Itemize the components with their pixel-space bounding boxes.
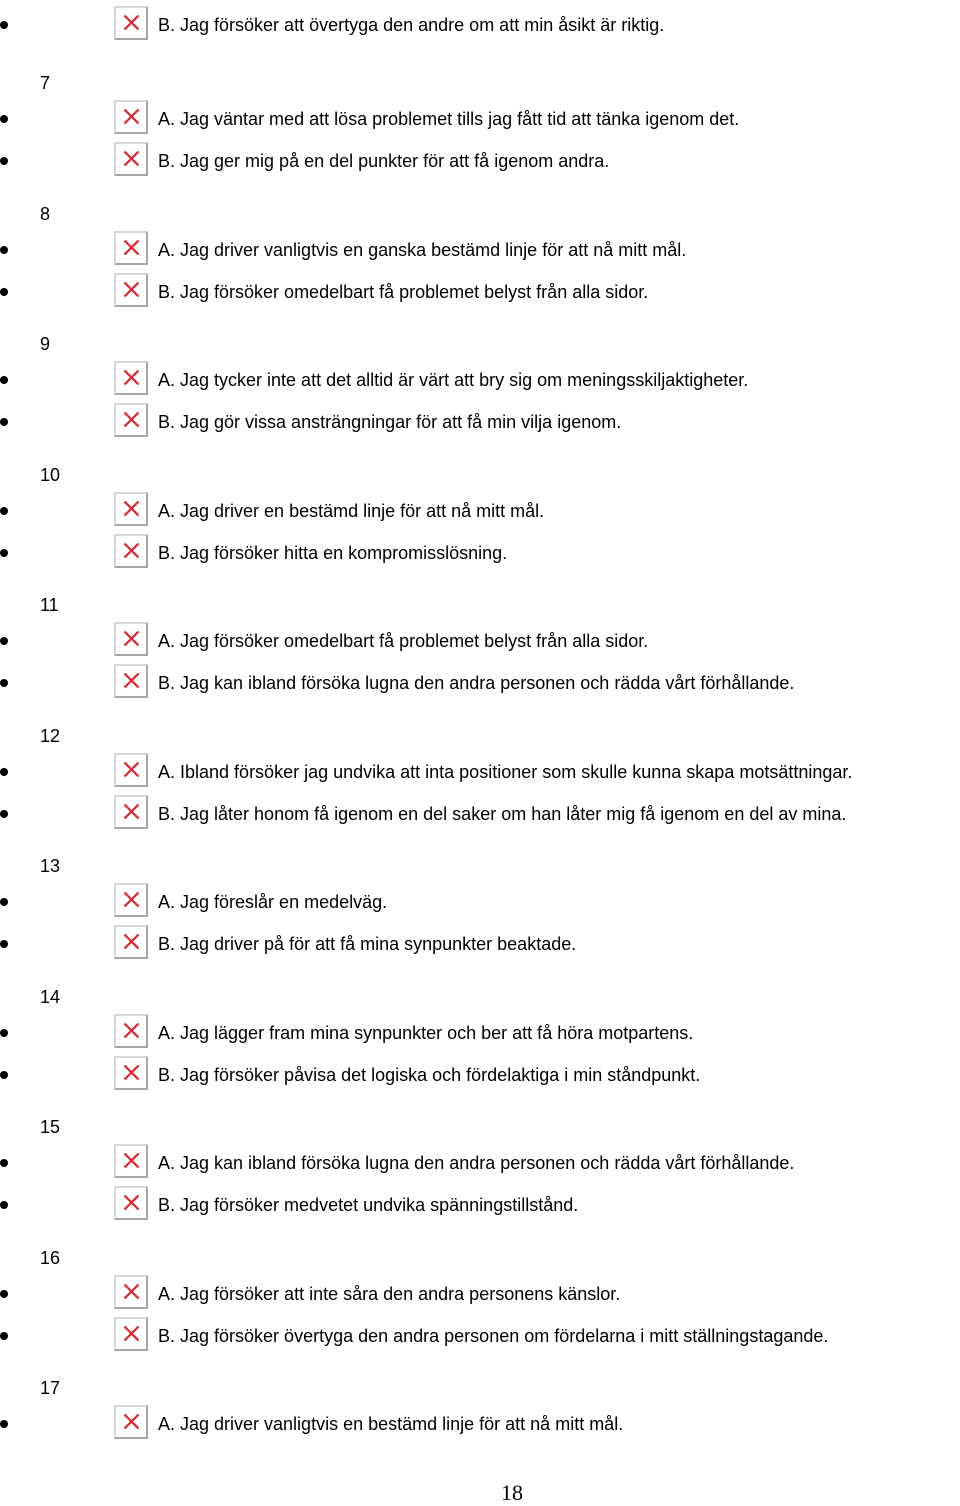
x-mark-icon [123, 672, 140, 689]
question-number: 17 [40, 1378, 61, 1398]
option-row-lead [0, 6, 960, 44]
bullet-dot-icon [0, 898, 8, 906]
option-text: B. Jag driver på för att få mina synpunkter beaktade. [158, 934, 577, 954]
bullet-dot-icon [0, 1332, 8, 1340]
question-number: 12 [40, 726, 61, 746]
bullet-dot-icon [0, 507, 8, 515]
option-text: B. Jag försöker påvisa det logiska och fördelaktiga i min ståndpunkt. [158, 1065, 701, 1085]
answer-checkbox[interactable] [114, 795, 148, 829]
answer-checkbox[interactable] [114, 100, 148, 134]
answer-checkbox[interactable] [114, 231, 148, 265]
option-row [0, 1405, 960, 1443]
option-row [0, 795, 960, 833]
x-mark-icon [123, 1325, 140, 1342]
bullet-dot-icon [0, 768, 8, 776]
answer-checkbox[interactable] [114, 361, 148, 395]
option-row [0, 534, 960, 572]
option-text: B. Jag försöker omedelbart få problemet belyst från alla sidor. [158, 282, 649, 302]
answer-checkbox[interactable] [114, 1144, 148, 1178]
answer-checkbox[interactable] [114, 492, 148, 526]
bullet-dot-icon [0, 810, 8, 818]
option-text: B. Jag låter honom få igenom en del saker om han låter mig få igenom en del av mina. [158, 804, 847, 824]
option-row [0, 1014, 960, 1052]
bullet-dot-icon [0, 376, 8, 384]
option-text: A. Jag försöker omedelbart få problemet belyst från alla sidor. [158, 631, 649, 651]
option-row [0, 142, 960, 180]
x-mark-icon [123, 1413, 140, 1430]
option-row [0, 100, 960, 138]
x-mark-icon [123, 761, 140, 778]
answer-checkbox[interactable] [114, 883, 148, 917]
option-text: A. Jag driver en bestämd linje för att nå mitt mål. [158, 501, 545, 521]
bullet-dot-icon [0, 637, 8, 645]
bullet-dot-icon [0, 1201, 8, 1209]
x-mark-icon [123, 411, 140, 428]
option-text: B. Jag försöker att övertyga den andre om att min åsikt är riktig. [158, 15, 665, 35]
bullet-dot-icon [0, 940, 8, 948]
option-text: A. Jag tycker inte att det alltid är värt att bry sig om meningsskiljaktigheter. [158, 370, 749, 390]
x-mark-icon [123, 1194, 140, 1211]
x-mark-icon [123, 150, 140, 167]
bullet-dot-icon [0, 157, 8, 165]
answer-checkbox[interactable] [114, 142, 148, 176]
option-text: A. Jag försöker att inte såra den andra personens känslor. [158, 1284, 621, 1304]
option-text: B. Jag kan ibland försöka lugna den andra personen och rädda vårt förhållande. [158, 673, 795, 693]
x-mark-icon [123, 108, 140, 125]
x-mark-icon [123, 1064, 140, 1081]
bullet-dot-icon [0, 21, 8, 29]
x-mark-icon [123, 1283, 140, 1300]
bullet-dot-icon [0, 288, 8, 296]
answer-checkbox[interactable] [114, 1405, 148, 1439]
option-row [0, 1056, 960, 1094]
option-row [0, 403, 960, 441]
x-mark-icon [123, 1022, 140, 1039]
x-mark-icon [123, 542, 140, 559]
x-mark-icon [123, 369, 140, 386]
bullet-dot-icon [0, 246, 8, 254]
option-row [0, 1317, 960, 1355]
bullet-dot-icon [0, 1290, 8, 1298]
answer-checkbox[interactable] [114, 273, 148, 307]
option-row [0, 622, 960, 660]
answer-checkbox[interactable] [114, 1056, 148, 1090]
option-text: B. Jag gör vissa ansträngningar för att få min vilja igenom. [158, 412, 622, 432]
option-text: A. Jag väntar med att lösa problemet tills jag fått tid att tänka igenom det. [158, 109, 740, 129]
option-row [0, 753, 960, 791]
answer-checkbox[interactable] [114, 925, 148, 959]
question-number: 11 [40, 595, 59, 615]
option-row [0, 231, 960, 269]
option-row [0, 1144, 960, 1182]
question-number: 10 [40, 465, 61, 485]
question-number: 16 [40, 1248, 61, 1268]
bullet-dot-icon [0, 1420, 8, 1428]
bullet-dot-icon [0, 1159, 8, 1167]
bullet-dot-icon [0, 679, 8, 687]
option-text: A. Jag kan ibland försöka lugna den andra personen och rädda vårt förhållande. [158, 1153, 795, 1173]
x-mark-icon [123, 14, 140, 31]
option-text: B. Jag ger mig på en del punkter för att få igenom andra. [158, 151, 610, 171]
x-mark-icon [123, 500, 140, 517]
x-mark-icon [123, 630, 140, 647]
answer-checkbox[interactable] [114, 1014, 148, 1048]
x-mark-icon [123, 933, 140, 950]
answer-checkbox[interactable] [114, 1317, 148, 1351]
answer-checkbox[interactable] [114, 1186, 148, 1220]
answer-checkbox[interactable] [114, 753, 148, 787]
option-row [0, 925, 960, 963]
option-text: A. Jag lägger fram mina synpunkter och ber att få höra motpartens. [158, 1023, 694, 1043]
answer-checkbox[interactable] [114, 622, 148, 656]
option-row [0, 273, 960, 311]
option-text: B. Jag försöker övertyga den andra personen om fördelarna i mitt ställningstagande. [158, 1326, 829, 1346]
option-row [0, 664, 960, 702]
answer-checkbox[interactable] [114, 403, 148, 437]
option-text: A. Jag driver vanligtvis en bestämd linje för att nå mitt mål. [158, 1414, 624, 1434]
option-text: A. Jag föreslår en medelväg. [158, 892, 388, 912]
question-number: 14 [40, 987, 61, 1007]
answer-checkbox[interactable] [114, 534, 148, 568]
bullet-dot-icon [0, 418, 8, 426]
question-number: 7 [40, 73, 51, 93]
question-number: 15 [40, 1117, 61, 1137]
bullet-dot-icon [0, 115, 8, 123]
option-text: B. Jag försöker medvetet undvika spänningstillstånd. [158, 1195, 579, 1215]
answer-checkbox[interactable] [114, 6, 148, 40]
option-row [0, 1275, 960, 1313]
option-row [0, 1186, 960, 1224]
question-number: 8 [40, 204, 51, 224]
x-mark-icon [123, 281, 140, 298]
page-number: 18 [501, 1480, 523, 1505]
option-row [0, 883, 960, 921]
answer-checkbox[interactable] [114, 1275, 148, 1309]
x-mark-icon [123, 239, 140, 256]
option-text: A. Ibland försöker jag undvika att inta positioner som skulle kunna skapa motsättningar. [158, 762, 853, 782]
option-text: B. Jag försöker hitta en kompromisslösning. [158, 543, 508, 563]
bullet-dot-icon [0, 1071, 8, 1079]
option-row [0, 361, 960, 399]
question-number: 13 [40, 856, 61, 876]
option-text: A. Jag driver vanligtvis en ganska bestämd linje för att nå mitt mål. [158, 240, 687, 260]
x-mark-icon [123, 1152, 140, 1169]
answer-checkbox[interactable] [114, 664, 148, 698]
option-row [0, 492, 960, 530]
bullet-dot-icon [0, 549, 8, 557]
bullet-dot-icon [0, 1029, 8, 1037]
question-number: 9 [40, 334, 51, 354]
x-mark-icon [123, 803, 140, 820]
x-mark-icon [123, 891, 140, 908]
